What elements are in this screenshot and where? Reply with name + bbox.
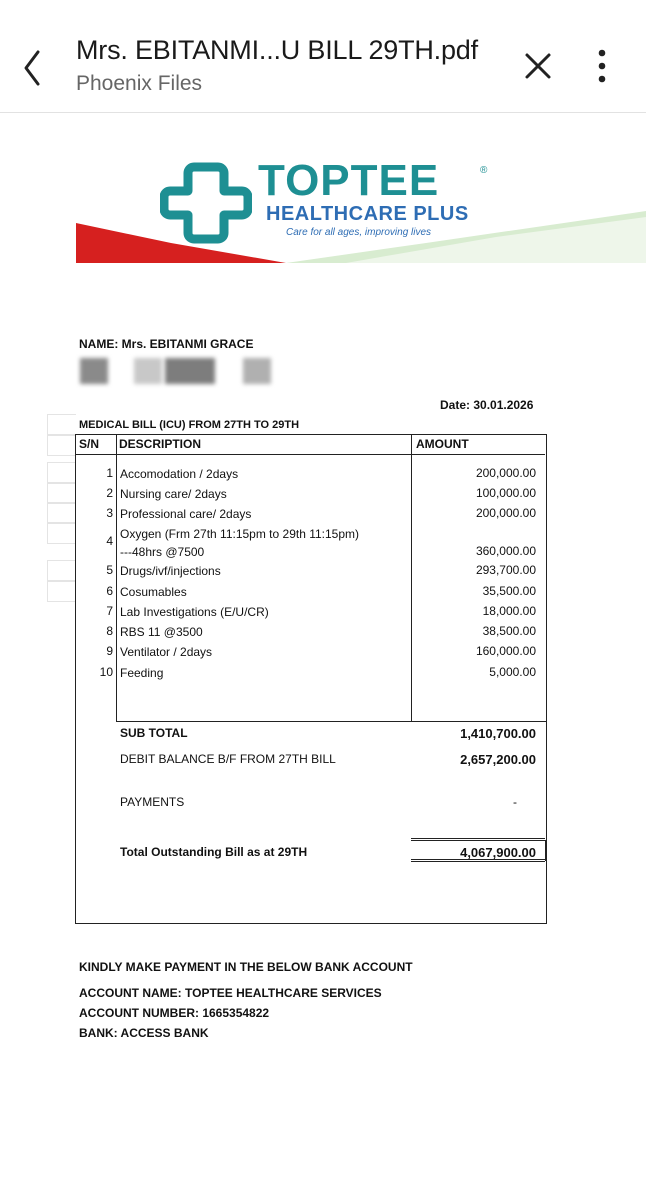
grid-ghost [47,502,76,524]
subtotal-value: 1,410,700.00 [460,726,536,741]
header-divider [75,454,545,455]
brand-name: TOPTEE [258,156,440,205]
total-bottom-rule-2 [411,861,545,862]
row-sn: 3 [106,506,113,520]
payments-label: PAYMENTS [120,795,185,809]
row-description: Ventilator / 2days [120,645,213,659]
chevron-left-icon [14,40,54,96]
row-sn: 8 [106,624,113,638]
title-block [76,35,506,96]
row-description: Nursing care/ 2days [120,487,227,501]
row-amount: 38,500.00 [482,624,536,638]
payment-instruction: KINDLY MAKE PAYMENT IN THE BELOW BANK ACCOUNT [79,960,413,974]
brand-tagline: Care for all ages, improving lives [286,227,432,238]
row-sn: 6 [106,584,113,598]
redacted-block [80,358,108,384]
debit-label: DEBIT BALANCE B/F FROM 27TH BILL [120,752,336,766]
row-sn: 4 [106,534,113,548]
back-button[interactable] [14,40,54,96]
items-bottom-line [116,721,412,722]
app-bar [0,0,646,113]
total-label: Total Outstanding Bill as at 29TH [120,845,308,859]
row-description-cont: ---48hrs @7500 [120,545,205,559]
row-sn: 7 [106,604,113,618]
row-description: Oxygen (Frm 27th 11:15pm to 29th 11:15pm) [120,527,360,541]
row-description: Drugs/ivf/injections [120,564,221,578]
row-description: Cosumables [120,585,187,599]
table-header [75,434,545,454]
bank-name: BANK: ACCESS BANK [79,1026,209,1040]
row-description: Accomodation / 2days [120,467,239,481]
close-button[interactable] [516,44,560,88]
redacted-block [165,358,215,384]
total-top-rule-2 [411,840,545,841]
row-sn: 2 [106,486,113,500]
header-description: DESCRIPTION [119,437,202,451]
account-number: ACCOUNT NUMBER: 1665354822 [79,1006,270,1020]
subtotal-label: SUB TOTAL [120,726,188,740]
row-description: Professional care/ 2days [120,507,252,521]
redacted-block [134,358,162,384]
row-amount: 360,000.00 [475,544,536,558]
grid-ghost [47,522,76,544]
cross-logo-icon [160,157,252,249]
debit-value: 2,657,200.00 [460,752,536,767]
letterhead [76,147,646,263]
amount-column-divider [411,434,412,722]
row-amount: 200,000.00 [475,466,536,480]
bill-date: Date: 30.01.2026 [440,398,534,412]
row-amount: 35,500.00 [482,584,536,598]
row-sn: 1 [106,466,113,480]
brand-subtitle: HEALTHCARE PLUS [266,203,469,225]
row-amount: 200,000.00 [475,506,536,520]
more-options-button[interactable] [586,44,618,88]
payments-value: - [513,795,517,809]
row-amount: 293,700.00 [475,563,536,577]
amount-bottom-line [411,721,545,722]
row-sn: 5 [106,563,113,577]
header-amount: AMOUNT [416,437,469,451]
row-description: Lab Investigations (E/U/CR) [120,605,269,619]
row-amount: 160,000.00 [475,644,536,658]
redacted-block [243,358,271,384]
row-amount: 100,000.00 [475,486,536,500]
sn-column-divider [116,434,117,722]
row-amount: 18,000.00 [482,604,536,618]
pdf-page[interactable] [0,113,646,1200]
header-sn: S/N [79,437,100,451]
grid-ghost [47,560,76,582]
grid-ghost [47,482,76,504]
total-right-edge [545,840,546,861]
file-title: Mrs. EBITANMI...U BILL 29TH.pdf [76,35,478,65]
row-description: Feeding [120,666,164,680]
patient-name: NAME: Mrs. EBITANMI GRACE [79,337,254,351]
total-value: 4,067,900.00 [460,845,536,860]
grid-ghost [47,462,76,484]
frame-tick [545,721,546,722]
total-top-rule [411,838,545,839]
bill-caption: MEDICAL BILL (ICU) FROM 27TH TO 29TH [79,419,300,431]
row-sn: 10 [99,665,113,679]
more-vert-icon [586,44,618,88]
account-name: ACCOUNT NAME: TOPTEE HEALTHCARE SERVICES [79,986,382,1000]
grid-ghost [47,580,76,602]
file-source: Phoenix Files [76,72,203,95]
row-amount: 5,000.00 [489,665,536,679]
row-sn: 9 [106,644,113,658]
row-description: RBS 11 @3500 [120,625,203,639]
grid-ghost [47,434,76,456]
close-icon [516,44,560,88]
registered-mark: ® [480,165,488,176]
grid-ghost [47,414,76,436]
